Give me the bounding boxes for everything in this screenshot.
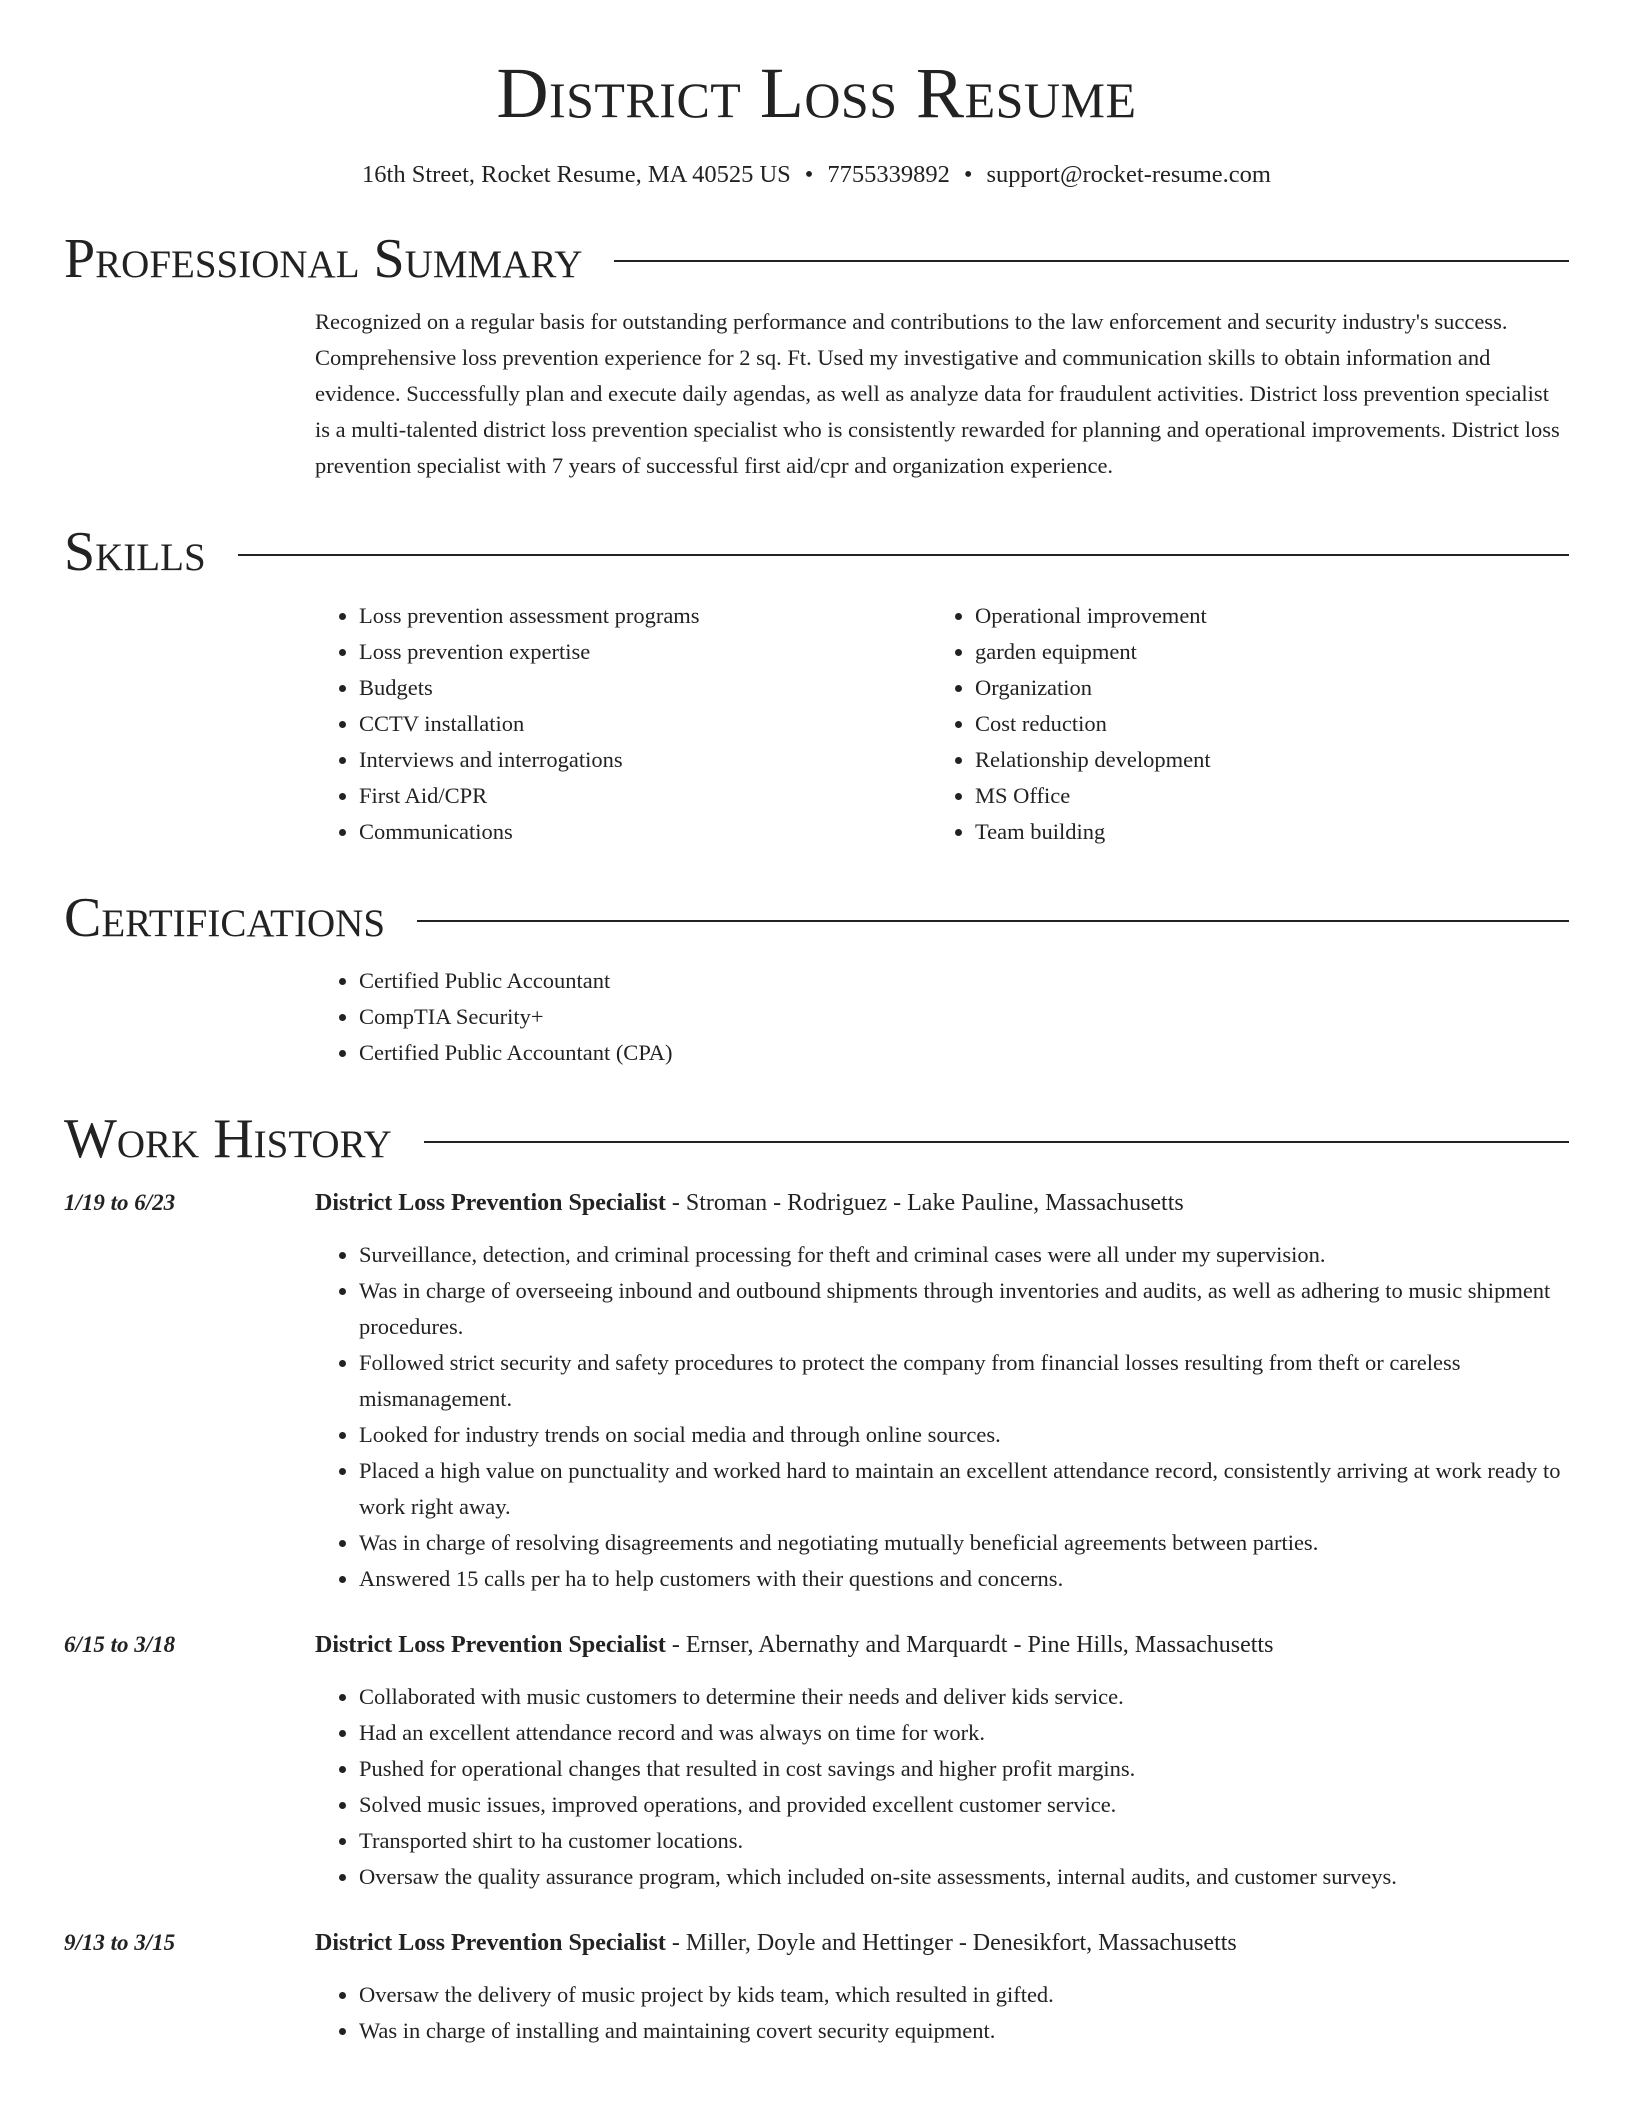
skill-item: • MS Office: [975, 778, 1547, 814]
job-bullets: [315, 1237, 1569, 1597]
section-body: [315, 304, 1569, 484]
section-header: [64, 888, 1569, 950]
section-title: Skills: [64, 521, 206, 584]
job-heading: [315, 1925, 1569, 1961]
job-bullet: • Transported shirt to ha customer locations.: [359, 1823, 1569, 1859]
job-title: District Loss Prevention Specialist: [315, 1190, 666, 1217]
job-entry: [64, 1925, 1569, 2049]
bullet-separator: •: [963, 160, 973, 188]
skill-item: • garden equipment: [975, 634, 1547, 670]
section-title: Certifications: [64, 886, 386, 949]
skill-item: • Loss prevention expertise: [359, 634, 931, 670]
certification-item: • Certified Public Accountant (CPA): [359, 1035, 1569, 1071]
job-dates: 6/15 to 3/18: [64, 1632, 176, 1658]
section-divider: [424, 1141, 1569, 1143]
work-history-section: [64, 1109, 1569, 2049]
job-details: [315, 1185, 1569, 1597]
skill-item: • CCTV installation: [359, 706, 931, 742]
job-bullet: • Collaborated with music customers to determine their needs and deliver kids service.: [359, 1679, 1569, 1715]
job-bullets: [315, 1679, 1569, 1895]
certifications-section: [64, 888, 1569, 1072]
job-bullets: [315, 1977, 1569, 2049]
job-title: District Loss Prevention Specialist: [315, 1930, 666, 1957]
skills-columns: [315, 598, 1569, 850]
job-title: District Loss Prevention Specialist: [315, 1632, 666, 1659]
summary-section: [64, 229, 1569, 485]
skill-item: • Relationship development: [975, 742, 1547, 778]
job-bullet: • Was in charge of installing and maintaining covert security equipment.: [359, 2013, 1569, 2049]
contact-line: [64, 159, 1569, 191]
section-divider: [417, 920, 1569, 922]
skill-item: • Interviews and interrogations: [359, 742, 931, 778]
certification-item: • Certified Public Accountant: [359, 963, 1569, 999]
job-bullet: • Oversaw the quality assurance program, which included on-site assessments, internal audits, and customer surveys.: [359, 1859, 1569, 1895]
job-bullet: • Had an excellent attendance record and was always on time for work.: [359, 1715, 1569, 1751]
resume-name: District Loss Resume: [496, 53, 1137, 133]
bullet-separator: •: [804, 160, 814, 188]
job-bullet: • Was in charge of overseeing inbound and outbound shipments through inventories and audits, as well as adhering to music shipment procedures.: [359, 1273, 1569, 1345]
job-dates: 1/19 to 6/23: [64, 1190, 176, 1216]
skill-item: • Team building: [975, 814, 1547, 850]
job-employer: - Ernser, Abernathy and Marquardt - Pine Hills, Massachusetts: [665, 1632, 1274, 1659]
skills-column-right: [931, 598, 1547, 850]
job-bullet: • Placed a high value on punctuality and worked hard to maintain an excellent attendance record, consistently arriving at work ready to work right away.: [359, 1453, 1569, 1525]
section-header: [64, 522, 1569, 584]
job-dates: 9/13 to 3/15: [64, 1930, 176, 1956]
job-bullet: • Pushed for operational changes that resulted in cost savings and higher profit margins.: [359, 1751, 1569, 1787]
job-bullet: • Followed strict security and safety procedures to protect the company from financial losses resulting from theft or careless mismanagement.: [359, 1345, 1569, 1417]
job-bullet: • Surveillance, detection, and criminal processing for theft and criminal cases were all under my supervision.: [359, 1237, 1569, 1273]
job-heading: [315, 1627, 1569, 1663]
skill-item: • Cost reduction: [975, 706, 1547, 742]
job-bullet: • Answered 15 calls per ha to help customers with their questions and concerns.: [359, 1561, 1569, 1597]
contact-email: support@rocket-resume.com: [986, 160, 1271, 188]
job-bullet: • Looked for industry trends on social media and through online sources.: [359, 1417, 1569, 1453]
section-body: [315, 963, 1569, 1071]
section-header: [64, 229, 1569, 291]
section-divider: [614, 260, 1569, 262]
skill-item: • Loss prevention assessment programs: [359, 598, 931, 634]
job-bullet: • Oversaw the delivery of music project by kids team, which resulted in gifted.: [359, 1977, 1569, 2013]
skill-item: • First Aid/CPR: [359, 778, 931, 814]
job-employer: - Miller, Doyle and Hettinger - Denesikfort, Massachusetts: [665, 1930, 1237, 1957]
job-details: [315, 1627, 1569, 1895]
job-entry: [64, 1185, 1569, 1597]
summary-text: Recognized on a regular basis for outstanding performance and contributions to the law enforcement and security industry's success. Comprehensive loss prevention experience for 2 sq. Ft. Used my investigative and communication skills to obtain information and evidence. Successfully plan and execute daily agendas, as well as analyze data for fraudulent activities. District loss prevention specialist is a multi-talented district loss prevention specialist who is consistently rewarded for planning and operational improvements. District loss prevention specialist with 7 years of successful first aid/cpr and organization experience.: [315, 309, 1560, 479]
skill-item: • Communications: [359, 814, 931, 850]
certifications-list: [315, 963, 1569, 1071]
skills-column-left: [315, 598, 931, 850]
job-details: [315, 1925, 1569, 2049]
skill-item: • Operational improvement: [975, 598, 1547, 634]
job-bullet: • Solved music issues, improved operations, and provided excellent customer service.: [359, 1787, 1569, 1823]
job-heading: [315, 1185, 1569, 1221]
job-employer: - Stroman - Rodriguez - Lake Pauline, Massachusetts: [665, 1190, 1184, 1217]
skill-item: • Budgets: [359, 670, 931, 706]
skills-list-right: [931, 598, 1547, 850]
contact-phone: 7755339892: [827, 160, 950, 188]
skills-section: [64, 522, 1569, 850]
contact-address: 16th Street, Rocket Resume, MA 40525 US: [362, 160, 791, 188]
skills-list-left: [315, 598, 931, 850]
section-title: Professional Summary: [64, 227, 583, 290]
certification-item: • CompTIA Security+: [359, 999, 1569, 1035]
section-title: Work History: [64, 1108, 392, 1171]
section-divider: [238, 554, 1569, 556]
skill-item: • Organization: [975, 670, 1547, 706]
job-entry: [64, 1627, 1569, 1895]
section-header: [64, 1109, 1569, 1171]
job-bullet: • Was in charge of resolving disagreements and negotiating mutually beneficial agreements between parties.: [359, 1525, 1569, 1561]
